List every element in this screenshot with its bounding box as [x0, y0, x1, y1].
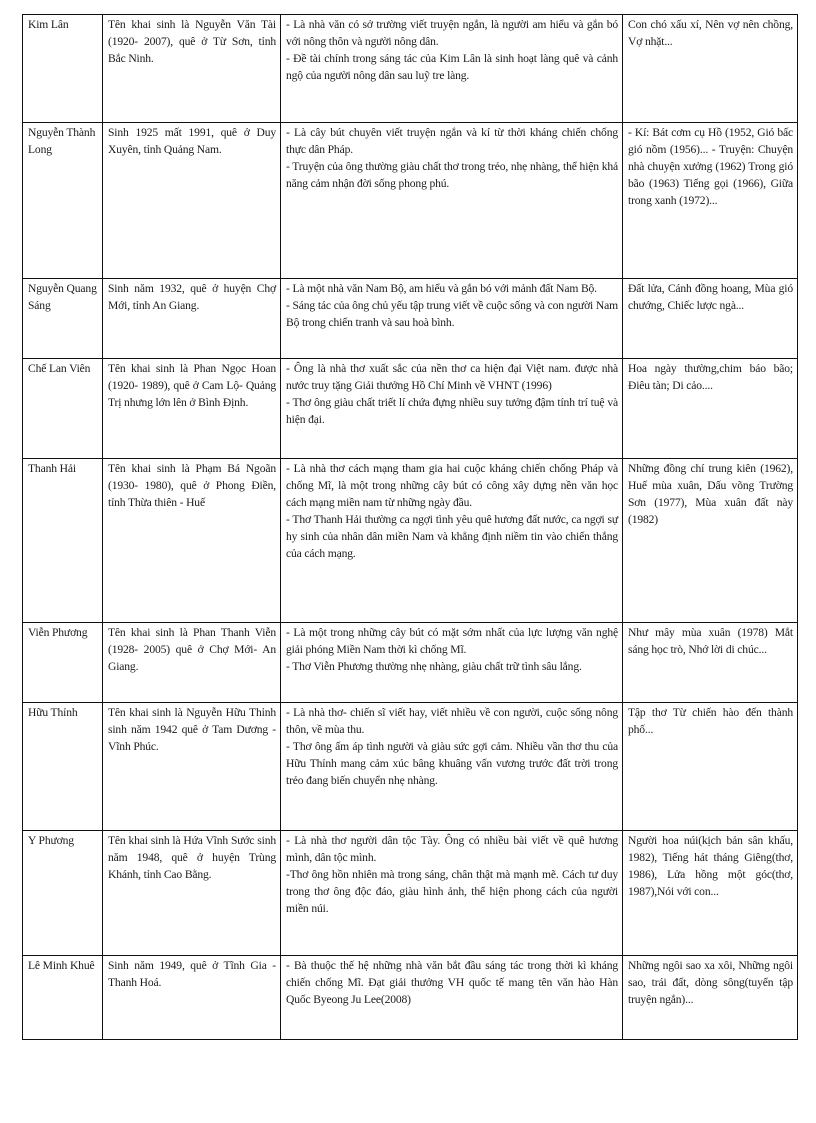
- author-bio-cell: Tên khai sinh là Phan Thanh Viễn (1928- 2005) quê ở Chợ Mới- An Giang.: [103, 623, 281, 703]
- author-row: [23, 623, 798, 703]
- author-row: [23, 279, 798, 359]
- feature-paragraph: - Là cây bút chuyên viết truyện ngắn và kí từ thời kháng chiến chống thực dân Pháp.: [286, 126, 618, 156]
- author-features-cell: [281, 459, 623, 623]
- author-row: [23, 956, 798, 1040]
- author-works-cell: Con chó xấu xí, Nên vợ nên chồng, Vợ nhặt...: [623, 15, 798, 123]
- author-row: [23, 15, 798, 123]
- author-name-cell: Y Phương: [23, 831, 103, 956]
- author-works-cell: Như mây mùa xuân (1978) Mắt sáng học trò, Nhớ lời di chúc...: [623, 623, 798, 703]
- author-name-cell: Lê Minh Khuê: [23, 956, 103, 1040]
- author-works-cell: Những ngôi sao xa xôi, Những ngôi sao, trái đất, dòng sông(tuyển tập truyện ngắn)...: [623, 956, 798, 1040]
- author-bio-cell: Sinh năm 1949, quê ở Tĩnh Gia - Thanh Hoá.: [103, 956, 281, 1040]
- author-table: [22, 14, 798, 1040]
- author-features-cell: [281, 279, 623, 359]
- feature-paragraph: - Là một trong những cây bút có mặt sớm nhất của lực lượng văn nghệ giải phóng Miền Nam thời kì chống Mĩ.: [286, 626, 618, 656]
- author-features-cell: [281, 123, 623, 279]
- feature-paragraph: - Là nhà thơ- chiến sĩ viết hay, viết nhiều về con người, cuộc sống nông thôn, về mùa thu.: [286, 706, 618, 736]
- author-row: [23, 123, 798, 279]
- feature-paragraph: - Là nhà thơ cách mạng tham gia hai cuộc kháng chiến chống Pháp và chống Mĩ, là một trong những cây bút có công xây dựng nền văn học cách mạng miền nam từ những ngày đầu.: [286, 462, 618, 509]
- author-name-cell: Kim Lân: [23, 15, 103, 123]
- author-bio-cell: Tên khai sinh là Phan Ngọc Hoan (1920- 1989), quê ở Cam Lộ- Quảng Trị nhưng lớn lên ở Bình Định.: [103, 359, 281, 459]
- author-row: [23, 359, 798, 459]
- author-features-cell: [281, 359, 623, 459]
- feature-paragraph: - Là nhà thơ người dân tộc Tày. Ông có nhiều bài viết về quê hương mình, dân tộc mình.: [286, 834, 618, 864]
- author-name-cell: Viễn Phương: [23, 623, 103, 703]
- author-name-cell: Nguyễn Quang Sáng: [23, 279, 103, 359]
- author-features-cell: [281, 703, 623, 831]
- feature-paragraph: - Bà thuộc thế hệ những nhà văn bắt đầu sáng tác trong thời kì kháng chiến chống Mĩ. Đạt giải thưởng VH quốc tế mang tên văn hào Hàn Quốc Byeong Ju Lee(2008): [286, 959, 618, 1006]
- author-name-cell: Nguyễn Thành Long: [23, 123, 103, 279]
- author-bio-cell: Sinh năm 1932, quê ở huyện Chợ Mới, tỉnh An Giang.: [103, 279, 281, 359]
- author-row: [23, 703, 798, 831]
- feature-paragraph: - Sáng tác của ông chủ yếu tập trung viết về cuộc sống và con người Nam Bộ trong chiến tranh và sau hoà bình.: [286, 298, 618, 329]
- author-table-body: [23, 15, 798, 1040]
- author-features-cell: [281, 623, 623, 703]
- feature-paragraph: - Thơ ông ấm áp tình người và giàu sức gợi cảm. Nhiều vần thơ thu của Hữu Thỉnh mang cảm xúc bâng khuâng vấn vương trước đất trời trong trẻo đang biến chuyển nhẹ nhàng.: [286, 739, 618, 787]
- feature-paragraph: - Thơ Viễn Phương thường nhẹ nhàng, giàu chất trữ tình sâu lắng.: [286, 659, 582, 673]
- feature-paragraph: - Truyện của ông thường giàu chất thơ trong trẻo, nhẹ nhàng, thể hiện khả năng cảm nhận đời sống phong phú.: [286, 159, 618, 190]
- author-bio-cell: Tên khai sinh là Hứa Vĩnh Sước sinh năm 1948, quê ở huyện Trùng Khánh, tỉnh Cao Bằng.: [103, 831, 281, 956]
- author-row: [23, 831, 798, 956]
- author-name-cell: Thanh Hải: [23, 459, 103, 623]
- author-works-cell: - Kí: Bát cơm cụ Hồ (1952, Gió bấc gió nồm (1956)... - Truyện: Chuyện nhà chuyện xưởng (1962) Trong gió bão (1963) Tiếng gọi (1966), Giữa trong xanh (1972)...: [623, 123, 798, 279]
- feature-paragraph: - Là một nhà văn Nam Bộ, am hiểu và gắn bó với mảnh đất Nam Bộ.: [286, 282, 597, 295]
- author-bio-cell: Tên khai sinh là Phạm Bá Ngoãn (1930- 1980), quê ở Phong Điền, tỉnh Thừa thiên - Huế: [103, 459, 281, 623]
- author-works-cell: Những đồng chí trung kiên (1962), Huế mùa xuân, Dấu võng Trường Sơn (1977), Mùa xuân đất này (1982): [623, 459, 798, 623]
- author-features-cell: [281, 831, 623, 956]
- author-bio-cell: Sinh 1925 mất 1991, quê ở Duy Xuyên, tỉnh Quảng Nam.: [103, 123, 281, 279]
- author-name-cell: Hữu Thỉnh: [23, 703, 103, 831]
- author-works-cell: Hoa ngày thường,chim báo bão; Điêu tàn; Di cảo....: [623, 359, 798, 459]
- feature-paragraph: - Thơ ông giàu chất triết lí chứa đựng nhiều suy tưởng đậm tính trí tuệ và hiện đại.: [286, 395, 618, 426]
- author-bio-cell: Tên khai sinh là Nguyễn Văn Tài (1920- 2007), quê ở Từ Sơn, tỉnh Bắc Ninh.: [103, 15, 281, 123]
- author-bio-cell: Tên khai sinh là Nguyễn Hữu Thỉnh sinh năm 1942 quê ở Tam Dương - Vĩnh Phúc.: [103, 703, 281, 831]
- author-features-cell: [281, 15, 623, 123]
- author-row: [23, 459, 798, 623]
- author-features-cell: [281, 956, 623, 1040]
- feature-paragraph: - Thơ Thanh Hải thường ca ngợi tình yêu quê hương đất nước, ca ngợi sự hy sinh của nhân dân miền Nam và khẳng định niềm tin vào chiến thắng của cách mạng.: [286, 512, 618, 560]
- feature-paragraph: -Thơ ông hồn nhiên mà trong sáng, chân thật mà mạnh mẽ. Cách tư duy trong thơ ông độc đáo, giàu hình ảnh, thể hiện phong cách của người miền núi.: [286, 867, 618, 915]
- feature-paragraph: - Là nhà văn có sở trường viết truyện ngắn, là người am hiểu và gắn bó với nông thôn và người nông dân.: [286, 18, 618, 48]
- author-works-cell: Tập thơ Từ chiến hào đến thành phố...: [623, 703, 798, 831]
- feature-paragraph: - Ông là nhà thơ xuất sắc của nền thơ ca hiện đại Việt nam. được nhà nước truy tặng Giải thưởng Hồ Chí Minh về VHNT (1996): [286, 362, 618, 392]
- feature-paragraph: - Đề tài chính trong sáng tác của Kim Lân là sinh hoạt làng quê và cảnh ngộ của người nông dân sau luỹ tre làng.: [286, 51, 618, 82]
- author-works-cell: Đất lửa, Cánh đồng hoang, Mùa gió chướng, Chiếc lược ngà...: [623, 279, 798, 359]
- author-works-cell: Người hoa núi(kịch bản sân khấu, 1982), Tiếng hát tháng Giêng(thơ, 1986), Lửa hồng một góc(thơ, 1987),Nói với con...: [623, 831, 798, 956]
- author-name-cell: Chế Lan Viên: [23, 359, 103, 459]
